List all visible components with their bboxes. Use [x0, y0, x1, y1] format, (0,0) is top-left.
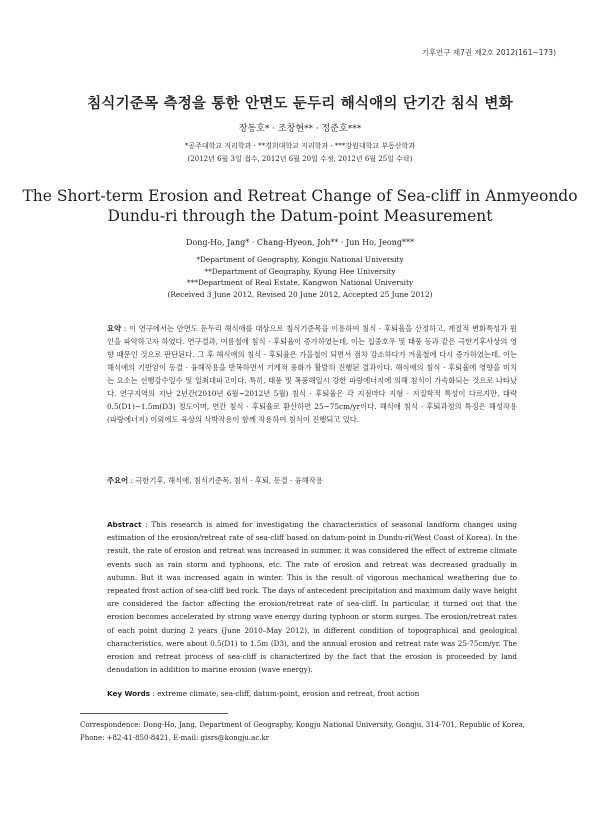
english-title: [0, 186, 600, 226]
affiliation-3: ***Department of Real Estate, Kangwon National University: [186, 278, 414, 287]
korean-abstract-text: : 이 연구에서는 안면도 둔두리 해식애를 대상으로 침식기준목을 이용하여 침식 · 후퇴율을 산정하고, 계절적 변화특성과 원인을 파악하고자 하였다. 연구결과, 여름철에 침식 · 후퇴율이 증가하였는데, 이는 집중호우 및 태풍 등과 같은 극한기후사상의 영향 때문인 것으로 판단된다. 그 후 해식애의 침식 · 후퇴율은 가을철이 되면서 점차 감소하다가 겨울철에 다시 증가하였는데, 이는 해식애의 기반암이 동결 · 융해작용을 반복하면서 기계적 풍화가 활발히 진행된 결과이다. 해식애의 침식 · 후퇴율에 영향을 미치는 요소는 선행강수일수 및 일최대파고이다. 특히, 태풍 및 폭풍해일시 강한 파랑에너지에 의해 침식이 가속화되는 것으로 나타났다. 연구지역의 지난 2년간(2010년 6월~2012년 5월) 침식 · 후퇴율은 각 지점마다 지형 · 지질학적 특성이 다르지만, 대략 0.5(D1)~1.5m(D3) 정도이며, 연간 침식 · 후퇴율로 환산하면 25~75cm/yr이다. 해식애 침식 · 후퇴과정의 특징은 해성작용(파랑에너지) 이외에도 육상의 삭박작용이 함께 작용하여 침식이 진행되고 있다.: [107, 324, 517, 424]
journal-header: 기후연구 제7권 제2호 2012(161~173): [421, 48, 556, 57]
korean-authors: 장동호* · 조창현** · 정준호***: [238, 124, 362, 134]
english-abstract-label: Abstract: [107, 520, 142, 529]
english-title-line-1: The Short-term Erosion and Retreat Change of Sea-cliff in Anmyeondo: [22, 187, 578, 205]
english-title-line-2: Dundu-ri through the Datum-point Measurement: [107, 207, 493, 225]
korean-received-dates: (2012년 6월 3일 접수, 2012년 6월 20일 수정, 2012년 6월 25일 수락): [187, 155, 413, 163]
korean-abstract: [107, 322, 517, 426]
korean-abstract-label: 요약: [107, 324, 122, 333]
english-keywords-label: Key Words: [107, 689, 151, 698]
affiliation-1: *Department of Geography, Kongju National University: [196, 255, 404, 264]
english-received-dates: (Received 3 June 2012, Revised 20 June 2012, Accepted 25 June 2012): [167, 289, 433, 299]
korean-keywords-text: : 극한기후, 해식애, 침식기준목, 침식 · 후퇴, 동결 · 융해작용: [128, 476, 323, 485]
korean-keywords: [107, 476, 517, 486]
korean-affiliations: *공주대학교 지리학과 · **경희대학교 지리학과 · ***강원대학교 부동산학과: [184, 142, 416, 150]
english-affiliations: [0, 254, 600, 300]
english-authors: Dong-Ho, Jang* · Chang-Hyeon, Joh** · Jun Ho, Jeong***: [185, 238, 415, 247]
english-abstract-text: : This research is aimed for investigating the characteristics of seasonal landform changes using estimation of the erosion/retreat rate of sea-cliff based on datum-point in Dundu-ri(West Coast of Korea). In the result, the rate of erosion and retreat was increased in summer, it was considered the effect of extreme climate events such as rain storm and typhoons, etc. The rate of erosion and retreat was decreased gradually in autumn. But it was increased again in winter. This is the result of vigorous mechanical weathering due to repeated frost action of sea-cliff bed rock. The days of antecedent precipitation and maximum daily wave height are considered the factor affecting the erosion/retreat rate of sea-cliff. In particular, it turned out that the erosion becomes accelerated by strong wave energy during typhoon or storm surges. The erosion/retreat rates of each point during 2 years (June 2010–May 2012), in different condition of topographical and geological characteristics, were about 0.5(D1) to 1.5m (D3), and the annual erosion and retreat rate was 25-75cm/yr. The erosion and retreat process of sea-cliff is characterized by the fact that the erosion is proceeded by land denudation in addition to marine erosion (wave energy).: [107, 520, 517, 675]
english-abstract: [107, 518, 517, 676]
affiliation-2: **Department of Geography, Kyung Hee University: [204, 266, 396, 276]
korean-title: 침식기준목 측정을 통한 안면도 둔두리 해식애의 단기간 침식 변화: [87, 96, 513, 112]
english-keywords: [107, 689, 517, 698]
correspondence-footnote: Correspondence: Dong-Ho, Jang, Department of Geography, Kongju National University, Gongju, 314-701, Republic of Korea, Phone: +82-41-850-8421, E-mail: gisrs@kongju.ac.kr: [80, 721, 525, 742]
english-keywords-text: : extreme climate, sea-cliff, datum-point, erosion and retreat, frost action: [150, 689, 420, 698]
korean-keywords-label: 주요어: [107, 476, 129, 485]
footnote-divider: [80, 713, 228, 714]
